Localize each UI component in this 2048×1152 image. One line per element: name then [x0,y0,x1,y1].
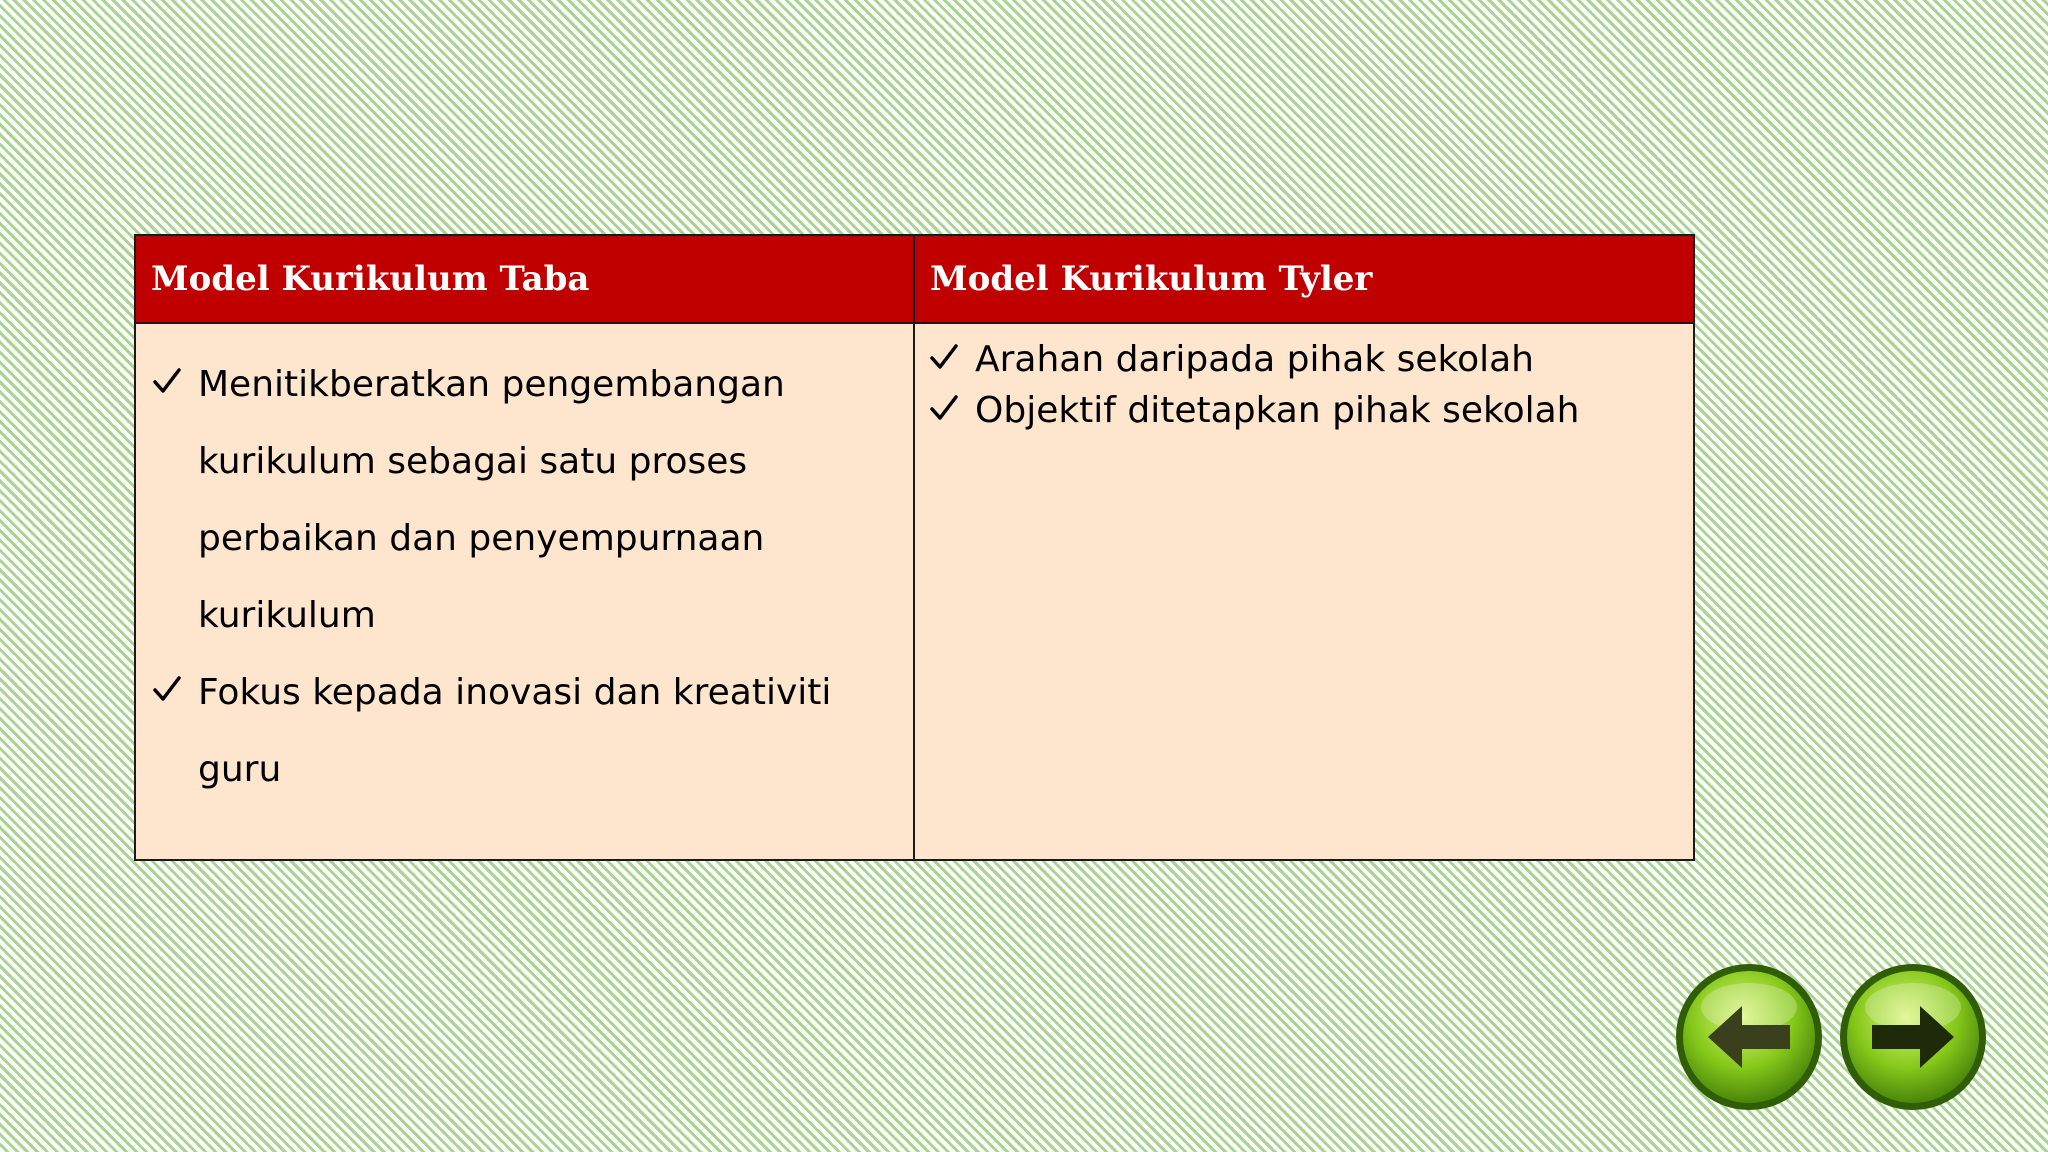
check-icon [152,674,182,704]
list-item [152,654,903,808]
tyler-list [929,334,1683,436]
table-cell-taba [136,324,915,859]
comparison-table [134,234,1695,861]
next-slide-button[interactable] [1838,962,1988,1112]
check-icon [929,342,959,372]
check-icon [929,393,959,423]
list-item-text: Menitikberatkan pengembangan kurikulum sebagai satu proses perbaikan dan penyempurnaan kurikulum [198,364,785,636]
table-header-taba: Model Kurikulum Taba [136,236,915,324]
list-item-text: Arahan daripada pihak sekolah [975,339,1535,380]
check-icon [152,366,182,396]
taba-list [152,346,903,808]
list-item [152,346,903,654]
list-item [929,385,1683,436]
list-item-text: Fokus kepada inovasi dan kreativiti guru [198,672,832,790]
table-cell-tyler [915,324,1693,859]
arrow-right-icon [1838,962,1988,1112]
arrow-left-icon [1674,962,1824,1112]
list-item [929,334,1683,385]
list-item-text: Objektif ditetapkan pihak sekolah [975,390,1580,431]
previous-slide-button[interactable] [1674,962,1824,1112]
table-header-tyler: Model Kurikulum Tyler [915,236,1693,324]
